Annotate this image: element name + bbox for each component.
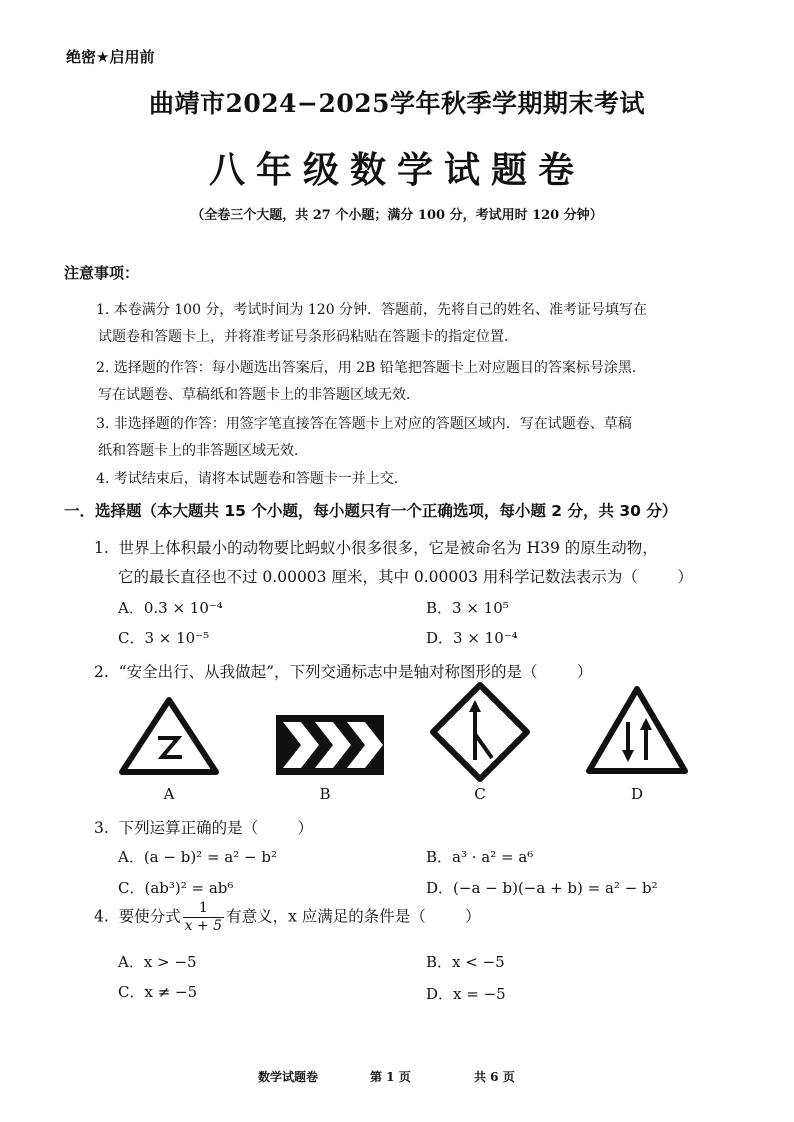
q4-option-a: A．x > −5 xyxy=(118,953,197,971)
notes-heading: 注意事项： xyxy=(64,264,140,282)
q4-option-d: D．x = −5 xyxy=(426,985,506,1003)
traffic-sign-a xyxy=(118,694,220,778)
exam-info: （全卷三个大题，共 27 个小题；满分 100 分，考试用时 120 分钟） xyxy=(191,208,603,223)
q4-option-b: B．x < −5 xyxy=(426,953,505,971)
note-line: 4. 考试结束后，请将本试题卷和答题卡一并上交． xyxy=(96,471,408,487)
q1-option-a: A．0.3 × 10⁻⁴ xyxy=(118,599,223,617)
footer-paper-name: 数学试题卷 xyxy=(258,1070,319,1084)
note-item xyxy=(96,466,746,493)
sign-label-b: B xyxy=(319,785,331,803)
q1-option-b: B．3 × 10⁵ xyxy=(426,599,509,617)
sign-label-c: C xyxy=(474,785,486,803)
traffic-sign-b xyxy=(275,714,385,776)
note-line: 纸和答题卡上的非答题区域无效． xyxy=(98,443,308,459)
footer-total-pages: 共 6 页 xyxy=(474,1070,515,1084)
sign-label-d: D xyxy=(630,785,644,803)
q2-stem: 2. “安全出行、从我做起”，下列交通标志中是轴对称图形的是（ ） xyxy=(94,663,593,681)
note-line: 试题卷和答题卡上，并将准考证号条形码粘贴在答题卡的指定位置． xyxy=(98,329,518,345)
note-line: 写在试题卷、草稿纸和答题卡上的非答题区域无效． xyxy=(98,387,420,403)
q4-stem xyxy=(94,900,481,935)
note-item xyxy=(96,411,746,465)
paper-title: 八年级数学试题卷 xyxy=(208,149,585,191)
sign-label-a: A xyxy=(163,785,175,803)
note-line: 3. 非选择题的作答：用签字笔直接答在答题卡上对应的答题区域内．写在试题卷、草稿 xyxy=(96,416,632,432)
traffic-sign-c xyxy=(430,682,530,782)
note-line: 1. 本卷满分 100 分，考试时间为 120 分钟．答题前，先将自己的姓名、准考证号填写在 xyxy=(96,302,648,318)
note-line: 2. 选择题的作答：每小题选出答案后，用 2B 铅笔把答题卡上对应题目的答案标号涂黑． xyxy=(96,360,646,376)
q4-fraction xyxy=(183,900,224,935)
traffic-sign-d xyxy=(584,684,690,776)
q1-stem-line2: 它的最长直径也不过 0.00003 厘米，其中 0.00003 用科学记数法表示为（ ） xyxy=(118,568,693,586)
q1-stem-line1: 1. 世界上体积最小的动物要比蚂蚁小很多很多，它是被命名为 H39 的原生动物， xyxy=(94,539,658,557)
footer-page-number: 第 1 页 xyxy=(370,1070,411,1084)
q3-option-a: A．(a − b)² = a² − b² xyxy=(118,848,277,866)
confidential-mark: 绝密★启用前 xyxy=(66,48,155,66)
fraction-denominator: x + 5 xyxy=(184,918,223,934)
q1-option-c: C．3 × 10⁻⁵ xyxy=(118,629,210,647)
note-item xyxy=(96,355,746,409)
q4-option-c: C．x ≠ −5 xyxy=(118,983,198,1001)
q3-option-b: B．a³ · a² = a⁶ xyxy=(426,848,534,866)
q3-option-c: C．(ab³)² = ab⁶ xyxy=(118,879,234,897)
q1-option-d: D．3 × 10⁻⁴ xyxy=(426,629,518,647)
note-item xyxy=(96,297,746,351)
section-heading: 一．选择题（本大题共 15 个小题，每小题只有一个正确选项，每小题 2 分，共 30 分） xyxy=(64,502,678,520)
q3-stem: 3. 下列运算正确的是（ ） xyxy=(94,819,314,837)
q3-option-d: D．(−a − b)(−a + b) = a² − b² xyxy=(426,879,658,897)
q4-stem-suffix: 有意义，x 应满足的条件是（ ） xyxy=(226,907,481,926)
q4-stem-prefix: 4. 要使分式 xyxy=(94,907,181,926)
exam-title: 曲靖市2024−2025学年秋季学期期末考试 xyxy=(148,89,646,118)
fraction-numerator: 1 xyxy=(183,900,224,918)
